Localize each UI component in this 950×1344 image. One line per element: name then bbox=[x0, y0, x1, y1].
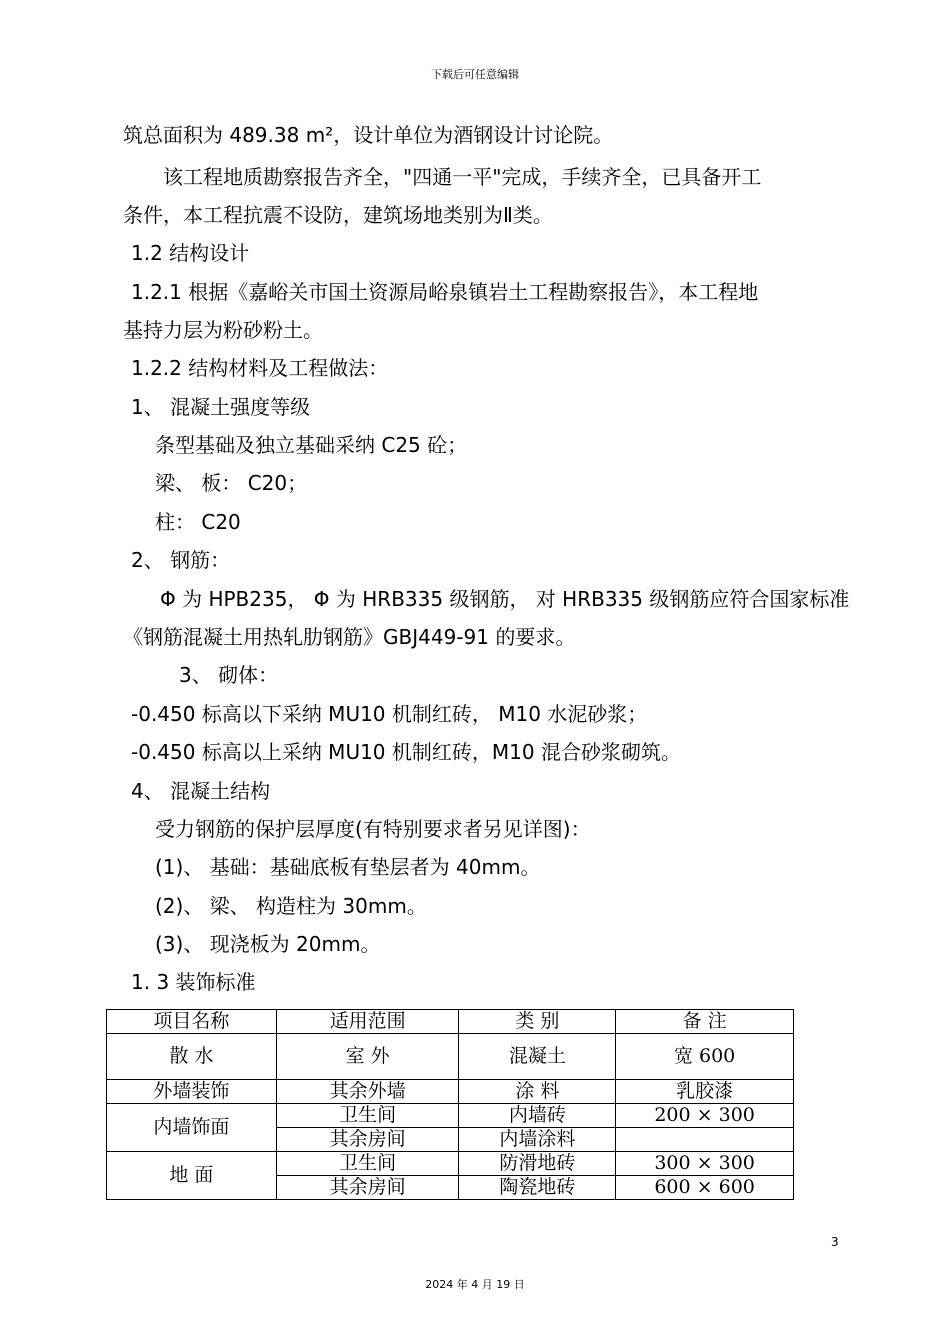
table-cell: 地 面 bbox=[107, 1152, 277, 1200]
table-cell: 内墙饰面 bbox=[107, 1104, 277, 1152]
body-line: 基持力层为粉砂粉土。 bbox=[123, 318, 323, 342]
list-item: 4、 混凝土结构 bbox=[131, 779, 271, 803]
body-line: (2)、 梁、 构造柱为 30mm。 bbox=[155, 894, 427, 918]
body-line: 筑总面积为 489.38 m²，设计单位为酒钢设计讨论院。 bbox=[123, 123, 614, 147]
table-row bbox=[107, 1152, 794, 1176]
table-cell: 室 外 bbox=[276, 1034, 459, 1080]
list-item: 2、 钢筋： bbox=[131, 548, 231, 572]
page-number: 3 bbox=[831, 1235, 839, 1249]
body-line: -0.450 标高以上采纳 MU10 机制红砖，M10 混合砂浆砌筑。 bbox=[131, 740, 681, 764]
body-line: (3)、 现浇板为 20mm。 bbox=[155, 932, 381, 956]
table-cell: 散 水 bbox=[107, 1034, 277, 1080]
table-cell: 混凝土 bbox=[459, 1034, 616, 1080]
body-line: 梁、 板： C20； bbox=[155, 471, 308, 495]
table-cell: 600 × 600 bbox=[616, 1176, 794, 1200]
body-line: 受力钢筋的保护层厚度(有特别要求者另见详图)： bbox=[155, 817, 591, 841]
table-cell: 卫生间 bbox=[276, 1152, 459, 1176]
body-line: 1.2.1 根据《嘉峪关市国土资源局峪泉镇岩土工程勘察报告》，本工程地 bbox=[131, 280, 759, 304]
body-line: 《钢筋混凝土用热轧肋钢筋》GBJ449-91 的要求。 bbox=[123, 625, 576, 649]
list-item: 1、 混凝土强度等级 bbox=[131, 395, 311, 419]
table-header-row bbox=[107, 1010, 794, 1034]
table-cell: 200 × 300 bbox=[616, 1104, 794, 1128]
subsection-heading: 1.2.2 结构材料及工程做法： bbox=[131, 356, 389, 380]
table-cell: 外墙装饰 bbox=[107, 1080, 277, 1104]
table-cell: 宽 600 bbox=[616, 1034, 794, 1080]
table-cell: 其余外墙 bbox=[276, 1080, 459, 1104]
body-line: (1)、 基础：基础底板有垫层者为 40mm。 bbox=[155, 855, 541, 879]
body-line: 该工程地质勘察报告齐全，"四通一平"完成，手续齐全，已具备开工 bbox=[163, 165, 762, 189]
section-heading: 1. 3 装饰标准 bbox=[131, 970, 256, 994]
table-cell: 内墙砖 bbox=[459, 1104, 616, 1128]
table-cell: 卫生间 bbox=[276, 1104, 459, 1128]
body-line: 柱： C20 bbox=[155, 510, 241, 534]
table-row bbox=[107, 1034, 794, 1080]
table-header-cell: 类 别 bbox=[459, 1010, 616, 1034]
table-cell: 300 × 300 bbox=[616, 1152, 794, 1176]
table-cell bbox=[616, 1128, 794, 1152]
table-header-cell: 适用范围 bbox=[276, 1010, 459, 1034]
table-row bbox=[107, 1104, 794, 1128]
body-line: 条件，本工程抗震不设防，建筑场地类别为Ⅱ类。 bbox=[123, 203, 553, 227]
table-cell: 其余房间 bbox=[276, 1128, 459, 1152]
table-header-cell: 备 注 bbox=[616, 1010, 794, 1034]
decoration-standard-table bbox=[106, 1009, 794, 1200]
table-cell: 防滑地砖 bbox=[459, 1152, 616, 1176]
table-cell: 涂 料 bbox=[459, 1080, 616, 1104]
body-line: 条型基础及独立基础采纳 C25 砼； bbox=[155, 433, 468, 457]
table-cell: 其余房间 bbox=[276, 1176, 459, 1200]
body-line: Φ 为 HPB235， Φ 为 HRB335 级钢筋， 对 HRB335 级钢筋应符合国家标准 bbox=[160, 587, 850, 611]
table-row bbox=[107, 1080, 794, 1104]
page-header: 下载后可任意编辑 bbox=[431, 68, 519, 81]
page-footer-date: 2024 年 4 月 19 日 bbox=[425, 1278, 525, 1291]
body-line: -0.450 标高以下采纳 MU10 机制红砖， M10 水泥砂浆； bbox=[131, 702, 648, 726]
table-header-cell: 项目名称 bbox=[107, 1010, 277, 1034]
table-cell: 内墙涂料 bbox=[459, 1128, 616, 1152]
table-cell: 陶瓷地砖 bbox=[459, 1176, 616, 1200]
section-heading: 1.2 结构设计 bbox=[131, 241, 250, 265]
list-item: 3、 砌体： bbox=[179, 663, 279, 687]
table-cell: 乳胶漆 bbox=[616, 1080, 794, 1104]
